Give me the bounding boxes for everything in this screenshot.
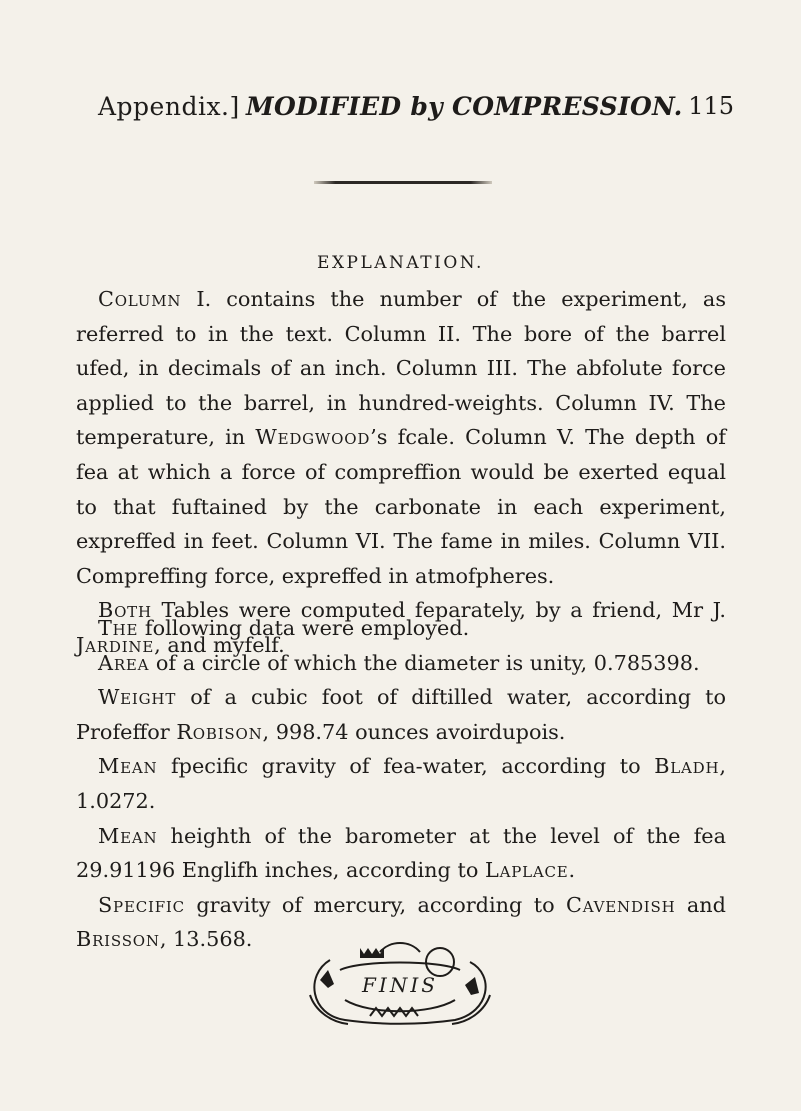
- decorative-rule: [314, 181, 492, 184]
- both-paragraph: Both Tables were computed feparately, by a friend, Mr J. Jardine, and myfelf.: [76, 598, 726, 657]
- running-header: [98, 92, 734, 132]
- intro-paragraph: The following data were employed.: [98, 616, 470, 640]
- specific-gravity-paragraph: Specific gravity of mercury, according to Cavendish and Brisson, 13.568.: [76, 892, 726, 952]
- data-paragraphs: [76, 611, 726, 957]
- explanation-paragraphs: [76, 282, 726, 663]
- appendix-label: Appendix.]: [98, 92, 240, 121]
- area-paragraph: Area of a circle of which the diameter is unity, 0.785398.: [98, 650, 700, 675]
- running-title: MODIFIED by COMPRESSION.: [246, 92, 683, 121]
- mean-barometer-paragraph: Mean heighth of the barometer at the level of the fea 29.91196 Englifh inches, according to Laplace.: [76, 823, 726, 883]
- section-title: EXPLANATION.: [317, 253, 484, 273]
- mean-gravity-paragraph: Mean fpecific gravity of fea-water, according to Bladh, 1.0272.: [76, 754, 726, 813]
- page-number: 115: [688, 92, 734, 120]
- finis-ornament: [300, 940, 500, 1032]
- column-paragraph: Column I. contains the number of the experiment, as referred to in the text. Column II. The bore of the barrel ufed, in decimals of an inch. Column III. The abfolute force applied to the barrel, in hundred-weights. Column IV. The temperature, in Wedgwood’s fcale. Column V. The depth of fea at which a force of compreffion would be exerted equal to that fuftained by the carbonate in each experiment, expreffed in feet. Column VI. The fame in miles. Column VII. Compreffing force, expreffed in atmofpheres.: [76, 287, 726, 588]
- finis-text: FINIS: [362, 973, 438, 997]
- weight-paragraph: Weight of a cubic foot of diftilled water, according to Profeffor Robison, 998.74 ounces avoirdupois.: [76, 685, 726, 744]
